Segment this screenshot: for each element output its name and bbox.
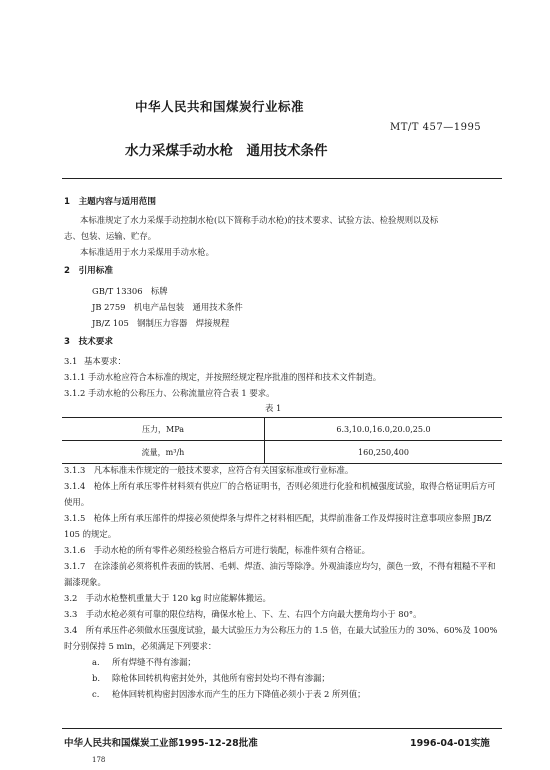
- table-cell-label: 压力，MPa: [62, 418, 265, 441]
- section-1-para-1b: 志、包装、运输、贮存。: [64, 231, 157, 241]
- table-row: [62, 441, 502, 464]
- clause-3-1-7: [64, 558, 501, 590]
- clause-number: 3.1.4: [64, 481, 86, 491]
- document-title: 水力采煤手动水枪 通用技术条件: [125, 143, 328, 159]
- issuing-body: 中华人民共和国煤炭行业标准: [135, 99, 305, 114]
- footer-rule: [62, 728, 502, 729]
- list-item: [64, 654, 501, 670]
- clause-3-1-3: [64, 462, 501, 478]
- reference-gb13306: GB/T 13306 标牌: [92, 286, 168, 296]
- clause-3-4: [64, 622, 501, 654]
- clause-3-1-6: [64, 542, 501, 558]
- table-cell-value: 6.3,10.0,16.0,20.0,25.0: [265, 418, 503, 441]
- clause-text: 手动水枪整机重量大于 120 kg 时应能解体搬运。: [85, 593, 271, 603]
- clause-text: 在涂漆前必须将机件表面的铁屑、毛刺、焊渣、油污等除净。外观油漆应均匀，颜色一致，不得有粗糙不平和漏漆现象。: [64, 561, 496, 587]
- clause-list: [64, 462, 501, 702]
- clause-text: 枪体上所有承压零件材料须有供应厂的合格证明书，否则必须进行化验和机械强度试验，取得合格证明后方可使用。: [64, 481, 496, 507]
- item-text: 除枪体回转机构密封处外，其他所有密封处均不得有渗漏；: [112, 673, 330, 683]
- clause-3-1-1: [64, 369, 381, 385]
- table-1: [62, 417, 502, 464]
- clause-text: 所有承压件必须做水压强度试验，最大试验压力为公称压力的 1.5 倍，在最大试验压力的 30%、60%及 100%时分别保持 5 min，必须满足下列要求：: [64, 625, 498, 651]
- reference-jb2759: JB 2759 机电产品包装 通用技术条件: [92, 302, 243, 312]
- clause-number: 3.1.3: [64, 465, 86, 475]
- effective-date: 1996-04-01实施: [410, 738, 490, 749]
- reference-jbz105: JB/Z 105 钢制压力容器 焊接规程: [92, 318, 230, 328]
- clause-number: 3.1.2: [64, 388, 86, 398]
- clause-number: 3.2: [64, 593, 78, 603]
- clause-number: 3.4: [64, 625, 78, 635]
- item-mark: a.: [92, 657, 100, 667]
- table-row: [62, 418, 502, 441]
- clause-text: 手动水枪应符合本标准的规定，并按照经规定程序批准的图样和技术文件制造。: [88, 372, 382, 382]
- list-item: [64, 670, 501, 686]
- page-number: 178: [92, 756, 106, 764]
- table-1-caption: 表 1: [265, 403, 282, 413]
- clause-3-3: [64, 606, 501, 622]
- table-cell-label: 流量，m³/h: [62, 441, 265, 464]
- section-3-heading: 3 技术要求: [64, 337, 113, 347]
- clause-text: 手动水枪的公称压力、公称流量应符合表 1 要求。: [88, 388, 275, 398]
- header-rule: [62, 178, 502, 179]
- item-mark: b.: [92, 673, 101, 683]
- clause-3-1-4: [64, 478, 501, 510]
- clause-3-1: [64, 353, 126, 369]
- clause-3-1-5: [64, 510, 501, 542]
- section-1-para-2: 本标准适用于水力采煤用手动水枪。: [80, 247, 214, 257]
- clause-number: 3.1.6: [64, 545, 86, 555]
- table-cell-value: 160,250,400: [265, 441, 503, 464]
- section-2-heading: 2 引用标准: [64, 266, 113, 276]
- item-text: 所有焊缝不得有渗漏；: [112, 657, 196, 667]
- section-1-para-1a: 本标准规定了水力采煤手动控制水枪(以下简称手动水枪)的技术要求、试验方法、检验规则以及标: [80, 215, 439, 225]
- clause-3-2: [64, 590, 501, 606]
- clause-number: 3.1.7: [64, 561, 86, 571]
- clause-text: 枪体上所有承压部件的焊接必须使焊条与焊件之材料相匹配，其焊前准备工作及焊接时注意事项应参照 JB/Z 105 的规定。: [64, 513, 492, 539]
- list-item: [64, 686, 501, 702]
- clause-text: 手动水枪的所有零件必须经检验合格后方可进行装配，标准件须有合格证。: [93, 545, 371, 555]
- clause-number: 3.1.1: [64, 372, 86, 382]
- clause-3-1-2: [64, 385, 275, 401]
- approval-line: 中华人民共和国煤炭工业部1995-12-28批准: [64, 738, 258, 749]
- clause-number: 3.1.5: [64, 513, 86, 523]
- standard-number: MT/T 457—1995: [390, 122, 482, 133]
- clause-text: 基本要求：: [84, 356, 126, 366]
- item-mark: c.: [92, 689, 100, 699]
- clause-number: 3.1: [64, 356, 78, 366]
- item-text: 枪体回转机构密封因渗水而产生的压力下降值必须小于表 2 所列值；: [112, 689, 366, 699]
- clause-text: 凡本标准未作规定的一般技术要求，应符合有关国家标准或行业标准。: [93, 465, 354, 475]
- section-1-heading: 1 主题内容与适用范围: [64, 197, 156, 207]
- clause-number: 3.3: [64, 609, 78, 619]
- clause-text: 手动水枪必须有可靠的限位结构，确保水枪上、下、左、右四个方向最大摆角均小于 80°。: [85, 609, 422, 619]
